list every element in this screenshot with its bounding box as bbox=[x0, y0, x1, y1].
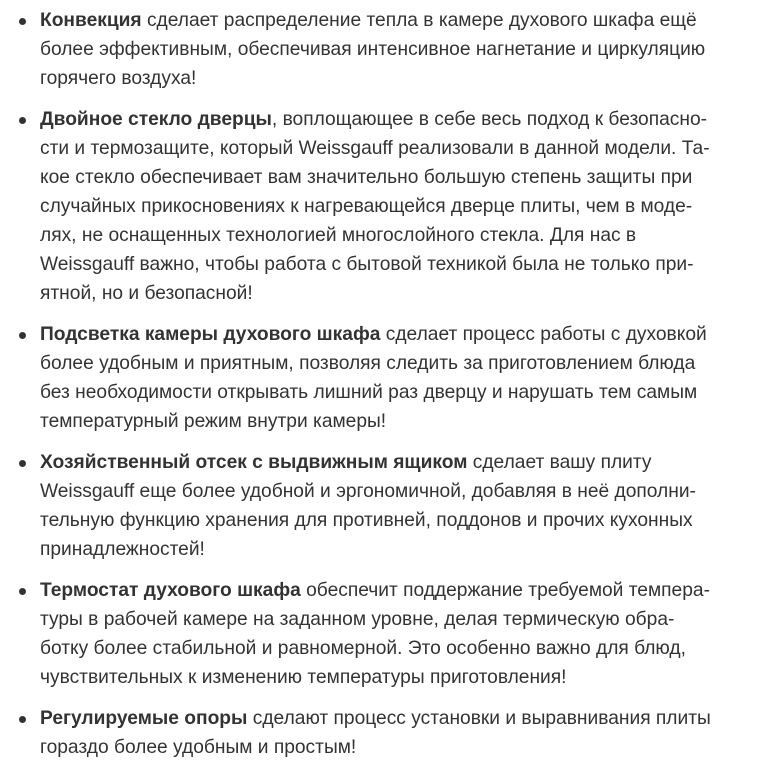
list-item bbox=[0, 320, 759, 436]
feature-text-line: сделают процесс установки и выравнивания плиты bbox=[247, 708, 711, 729]
bullet-icon bbox=[19, 18, 26, 25]
feature-title: Подсветка камеры духового шкафа bbox=[40, 324, 381, 345]
feature-text-line: , воплощающее в себе весь подход к безопасно- bbox=[271, 109, 708, 130]
feature-text-line: сделает распределение тепла в камере духового шкафа ещё bbox=[141, 10, 697, 31]
list-item bbox=[0, 448, 759, 564]
feature-text-line: гораздо более удобным и простым! bbox=[40, 737, 357, 758]
bullet-icon bbox=[19, 460, 26, 467]
feature-title: Регулируемые опоры bbox=[40, 708, 248, 729]
bullet-icon bbox=[19, 332, 26, 339]
feature-text-line: ятной, но и безопасной! bbox=[40, 283, 253, 304]
feature-text-line: более эффективным, обеспечивая интенсивное нагнетание и циркуляцию bbox=[40, 39, 706, 60]
feature-title: Конвекция bbox=[40, 10, 142, 31]
bullet-icon bbox=[19, 716, 26, 723]
feature-text-line: лях, не оснащенных технологией многослойного стекла. Для нас в bbox=[40, 225, 637, 246]
bullet-icon bbox=[19, 117, 26, 124]
list-item bbox=[0, 6, 759, 93]
feature-text-line: кое стекло обеспечивает вам значительно большую степень защиты при bbox=[40, 167, 693, 188]
feature-text-line: без необходимости открывать лишний раз дверцу и нарушать тем самым bbox=[40, 382, 698, 403]
list-item bbox=[0, 576, 759, 692]
bullet-icon bbox=[19, 588, 26, 595]
list-item bbox=[0, 704, 759, 762]
list-item bbox=[0, 105, 759, 308]
feature-text-line: Weissgauff важно, чтобы работа с бытовой техникой была не только при- bbox=[40, 254, 694, 275]
feature-title: Двойное стекло дверцы bbox=[40, 109, 272, 130]
feature-text-line: случайных прикосновениях к нагревающейся дверце плиты, чем в моде- bbox=[40, 196, 693, 217]
feature-title: Хозяйственный отсек с выдвижным ящиком bbox=[40, 452, 468, 473]
feature-text-line: сделает процесс работы с духовкой bbox=[380, 324, 707, 345]
feature-text-line: сти и термозащите, который Weissgauff реализовали в данной модели. Та- bbox=[40, 138, 710, 159]
feature-text-line: сделает вашу плиту bbox=[467, 452, 652, 473]
feature-title: Термостат духового шкафа bbox=[40, 580, 301, 601]
feature-text-line: обеспечит поддержание требуемой темпера- bbox=[300, 580, 710, 601]
feature-text-line: температурный режим внутри камеры! bbox=[40, 411, 387, 432]
feature-text-line: туры в рабочей камере на заданном уровне, делая термическую обра- bbox=[40, 609, 675, 630]
feature-text-line: принадлежностей! bbox=[40, 539, 205, 560]
feature-text-line: чувствительных к изменению температуры приготовления! bbox=[40, 667, 567, 688]
feature-text-line: ботку более стабильной и равномерной. Это особенно важно для блюд, bbox=[40, 638, 686, 659]
feature-text-line: более удобным и приятным, позволяя следить за приготовлением блюда bbox=[40, 353, 696, 374]
feature-text-line: Weissgauff еще более удобной и эргономичной, добавляя в неё дополни- bbox=[40, 481, 696, 502]
feature-text-line: тельную функцию хранения для противней, поддонов и прочих кухонных bbox=[40, 510, 693, 531]
feature-text-line: горячего воздуха! bbox=[40, 68, 197, 89]
